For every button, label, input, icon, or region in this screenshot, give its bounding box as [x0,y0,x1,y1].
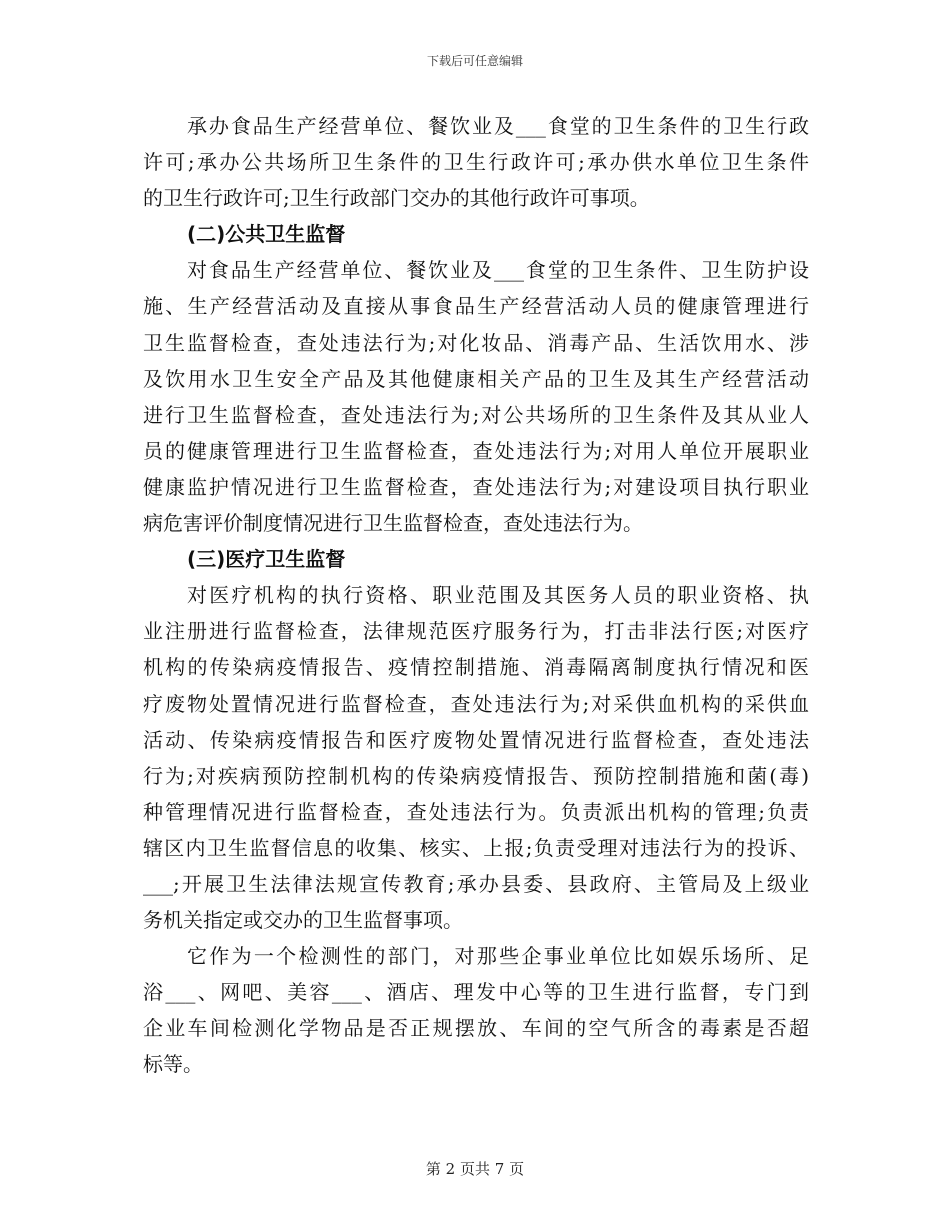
text-line: 承办食品生产经营单位、餐饮业及___食堂的卫生条件的卫生行政 [187,114,809,138]
text-line: 的卫生行政许可;卫生行政部门交办的其他行政许可事项。 [143,186,650,211]
text-line: 业注册进行监督检查，法律规范医疗服务行为，打击非法行医;对医疗 [143,619,809,644]
text-line: 种管理情况进行监督检查，查处违法行为。负责派出机构的管理;负责 [143,799,809,824]
page-header: 下载后可任意编辑 [426,54,523,68]
text-line: 标等。 [143,1052,203,1077]
text-line: 施、生产经营活动及直接从事食品生产经营活动人员的健康管理进行 [143,294,809,319]
text-line: 企业车间检测化学物品是否正规摆放、车间的空气所含的毒素是否超 [143,1016,809,1041]
text-line: 疗废物处置情况进行监督检查，查处违法行为;对采供血机构的采供血 [143,691,809,716]
text-line: 健康监护情况进行卫生监督检查，查处违法行为;对建设项目执行职业 [143,474,809,499]
text-line: 病危害评价制度情况进行卫生监督检查，查处违法行为。 [143,511,643,536]
text-line: 行为;对疾病预防控制机构的传染病疫情报告、预防控制措施和菌(毒) [143,763,809,788]
text-line: 机构的传染病疫情报告、疫情控制措施、消毒隔离制度执行情况和医 [143,655,809,680]
text-line: 它作为一个检测性的部门，对那些企事业单位比如娱乐场所、足 [187,944,809,969]
text-line: 进行卫生监督检查，查处违法行为;对公共场所的卫生条件及其从业人 [143,402,809,427]
section-heading: (三)医疗卫生监督 [187,547,346,572]
text-line: 对医疗机构的执行资格、职业范围及其医务人员的职业资格、执 [187,583,809,608]
text-line: 辖区内卫生监督信息的收集、核实、上报;负责受理对违法行为的投诉、 [143,835,809,860]
text-line: 活动、传染病疫情报告和医疗废物处置情况进行监督检查，查处违法 [143,727,809,752]
text-line: 卫生监督检查，查处违法行为;对化妆品、消毒产品、生活饮用水、涉 [143,330,809,355]
text-line: 务机关指定或交办的卫生监督事项。 [143,908,463,933]
text-line: 对食品生产经营单位、餐饮业及___食堂的卫生条件、卫生防护设 [187,258,809,283]
page-footer: 第 2 页共 7 页 [425,1160,525,1178]
text-line: 员的健康管理进行卫生监督检查，查处违法行为;对用人单位开展职业 [143,438,809,463]
text-line: ___;开展卫生法律法规宣传教育;承办县委、县政府、主管局及上级业 [143,871,809,896]
document-body [143,108,809,1083]
text-line: 浴___、网吧、美容___、酒店、理发中心等的卫生进行监督，专门到 [143,980,809,1005]
text-line: 及饮用水卫生安全产品及其他健康相关产品的卫生及其生产经营活动 [143,366,809,391]
text-line: 许可;承办公共场所卫生条件的卫生行政许可;承办供水单位卫生条件 [143,150,809,175]
section-heading: (二)公共卫生监督 [187,222,346,247]
